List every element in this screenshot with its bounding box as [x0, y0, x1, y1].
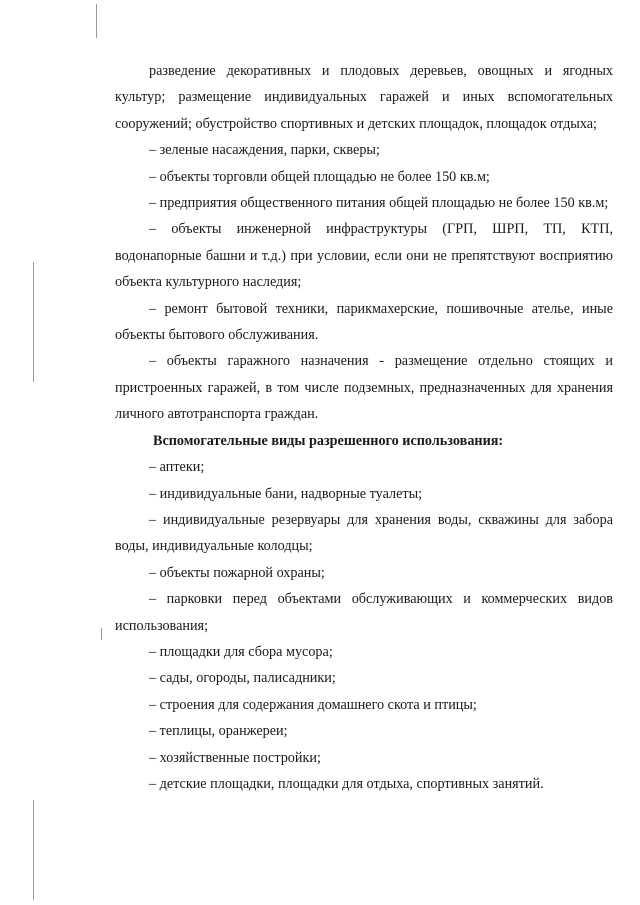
- list-item: – объекты торговли общей площадью не более 150 кв.м;: [149, 168, 490, 185]
- list-item: – парковки перед объектами обслуживающих и коммерческих видов использования;: [115, 591, 613, 634]
- list-item: – площадки для сбора мусора;: [149, 643, 333, 660]
- scan-edge-line: [33, 800, 34, 900]
- scan-edge-line: [96, 4, 97, 38]
- list-item: – индивидуальные бани, надворные туалеты;: [149, 485, 423, 502]
- list-item: – теплицы, оранжереи;: [149, 723, 288, 740]
- list-item: – предприятия общественного питания общей площадью не более 150 кв.м;: [149, 195, 609, 212]
- scan-edge-line: [33, 262, 34, 382]
- list-item: – аптеки;: [149, 459, 205, 476]
- list-item: – сады, огороды, палисадники;: [149, 670, 336, 687]
- list-item: – зеленые насаждения, парки, скверы;: [149, 142, 380, 159]
- list-item: – объекты инженерной инфраструктуры (ГРП, ШРП, ТП, КТП, водонапорные башни и т.д.) при условии, если они не препятствуют восприятию объекта культурного наследия;: [115, 221, 613, 291]
- list-item: – объекты гаражного назначения - размещение отдельно стоящих и пристроенных гаражей, в том числе подземных, предназначенных для хранения личного автотранспорта граждан.: [115, 353, 613, 423]
- list-item: – объекты пожарной охраны;: [149, 564, 325, 581]
- scan-edge-line: [101, 628, 102, 640]
- section-heading: Вспомогательные виды разрешенного использования:: [153, 432, 504, 449]
- list-item: – детские площадки, площадки для отдыха, спортивных занятий.: [149, 775, 544, 792]
- document-body: [115, 58, 613, 797]
- list-item: – ремонт бытовой техники, парикмахерские, пошивочные ателье, иные объекты бытового обслуживания.: [115, 300, 613, 344]
- paragraph: разведение декоративных и плодовых деревьев, овощных и ягодных культур; размещение индивидуальных гаражей и иных вспомогательных сооружений; обустройство спортивных и детских площадок, площадок отдыха;: [115, 63, 613, 132]
- list-item: – хозяйственные постройки;: [149, 749, 321, 766]
- list-item: – строения для содержания домашнего скота и птицы;: [149, 696, 477, 713]
- list-item: – индивидуальные резервуары для хранения воды, скважины для забора воды, индивидуальные колодцы;: [115, 511, 613, 555]
